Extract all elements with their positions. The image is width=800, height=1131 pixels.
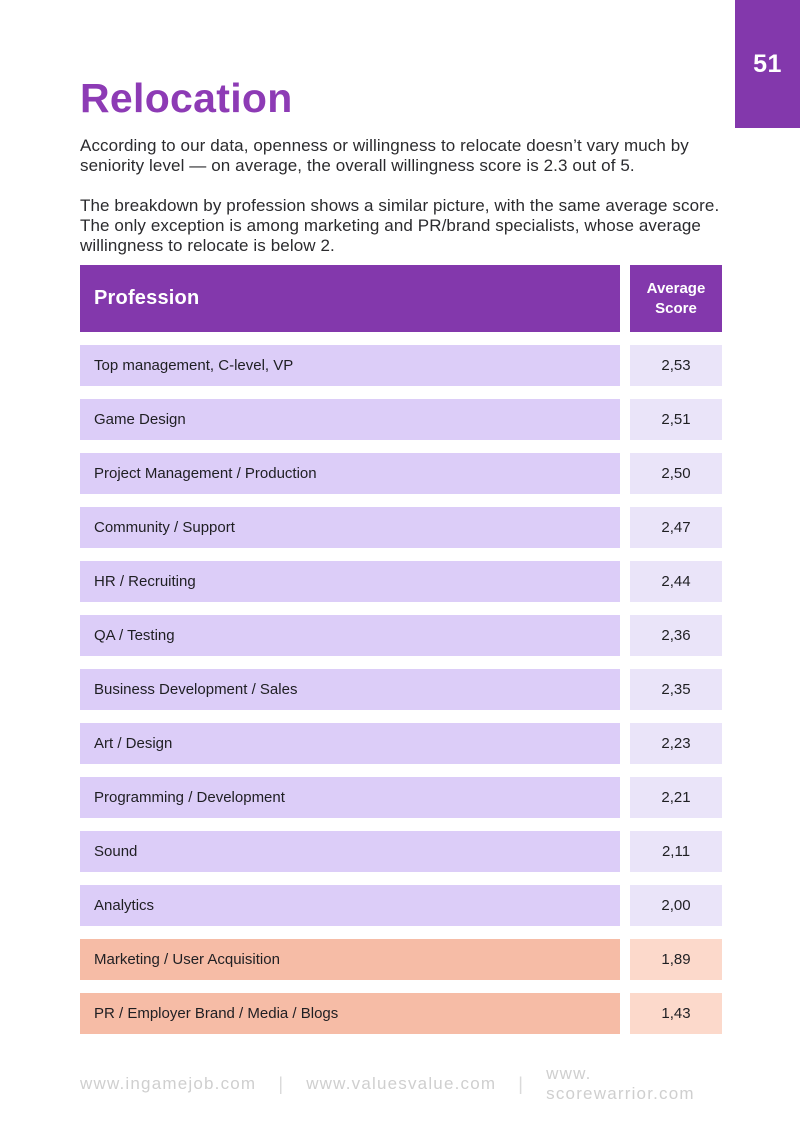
breakdown-paragraph: The breakdown by profession shows a similar picture, with the same average score. The only exception is among marketing and PR/brand specialists, whose average willingness to relocate is below 2.	[80, 196, 720, 255]
profession-cell: Programming / Development	[80, 777, 620, 818]
table-row	[80, 345, 722, 386]
score-cell: 2,35	[630, 669, 722, 710]
average-score-column-header: Average Score	[630, 265, 722, 332]
page-title: Relocation	[80, 75, 293, 121]
page-number-badge	[735, 0, 800, 128]
profession-cell: HR / Recruiting	[80, 561, 620, 602]
score-cell: 1,43	[630, 993, 722, 1034]
score-cell: 2,36	[630, 615, 722, 656]
score-cell: 2,50	[630, 453, 722, 494]
score-cell: 2,51	[630, 399, 722, 440]
table-row-highlighted	[80, 939, 722, 980]
page-number: 51	[753, 49, 782, 78]
table-row	[80, 561, 722, 602]
table-row	[80, 831, 722, 872]
page-content	[80, 0, 722, 1104]
table-header-row	[80, 265, 722, 332]
profession-column-header: Profession	[80, 265, 620, 332]
score-cell: 2,44	[630, 561, 722, 602]
table-row	[80, 615, 722, 656]
profession-cell: Top management, C-level, VP	[80, 345, 620, 386]
profession-cell: Art / Design	[80, 723, 620, 764]
relocation-score-table	[80, 265, 722, 1034]
table-row	[80, 885, 722, 926]
profession-cell: PR / Employer Brand / Media / Blogs	[80, 993, 620, 1034]
table-row	[80, 723, 722, 764]
footer	[80, 1064, 722, 1104]
footer-link-scorewarrior[interactable]: www. scorewarrior.com	[546, 1064, 695, 1103]
profession-cell: Sound	[80, 831, 620, 872]
profession-cell: QA / Testing	[80, 615, 620, 656]
table-row-highlighted	[80, 993, 722, 1034]
score-cell: 2,47	[630, 507, 722, 548]
score-cell: 2,53	[630, 345, 722, 386]
profession-cell: Community / Support	[80, 507, 620, 548]
score-cell: 2,21	[630, 777, 722, 818]
table-row	[80, 777, 722, 818]
score-cell: 2,00	[630, 885, 722, 926]
footer-link-ingamejob[interactable]: www.ingamejob.com	[80, 1074, 257, 1093]
table-row	[80, 669, 722, 710]
intro-paragraph: According to our data, openness or willingness to relocate doesn’t vary much by seniority level — on average, the overall willingness score is 2.3 out of 5.	[80, 136, 689, 175]
profession-cell: Marketing / User Acquisition	[80, 939, 620, 980]
score-cell: 1,89	[630, 939, 722, 980]
score-cell: 2,23	[630, 723, 722, 764]
profession-cell: Project Management / Production	[80, 453, 620, 494]
footer-separator: |	[518, 1073, 525, 1094]
table-row	[80, 399, 722, 440]
profession-cell: Analytics	[80, 885, 620, 926]
score-cell: 2,11	[630, 831, 722, 872]
table-row	[80, 453, 722, 494]
profession-cell: Game Design	[80, 399, 620, 440]
footer-link-valuesvalue[interactable]: www.valuesvalue.com	[306, 1074, 497, 1093]
table-row	[80, 507, 722, 548]
profession-cell: Business Development / Sales	[80, 669, 620, 710]
footer-separator: |	[278, 1073, 285, 1094]
